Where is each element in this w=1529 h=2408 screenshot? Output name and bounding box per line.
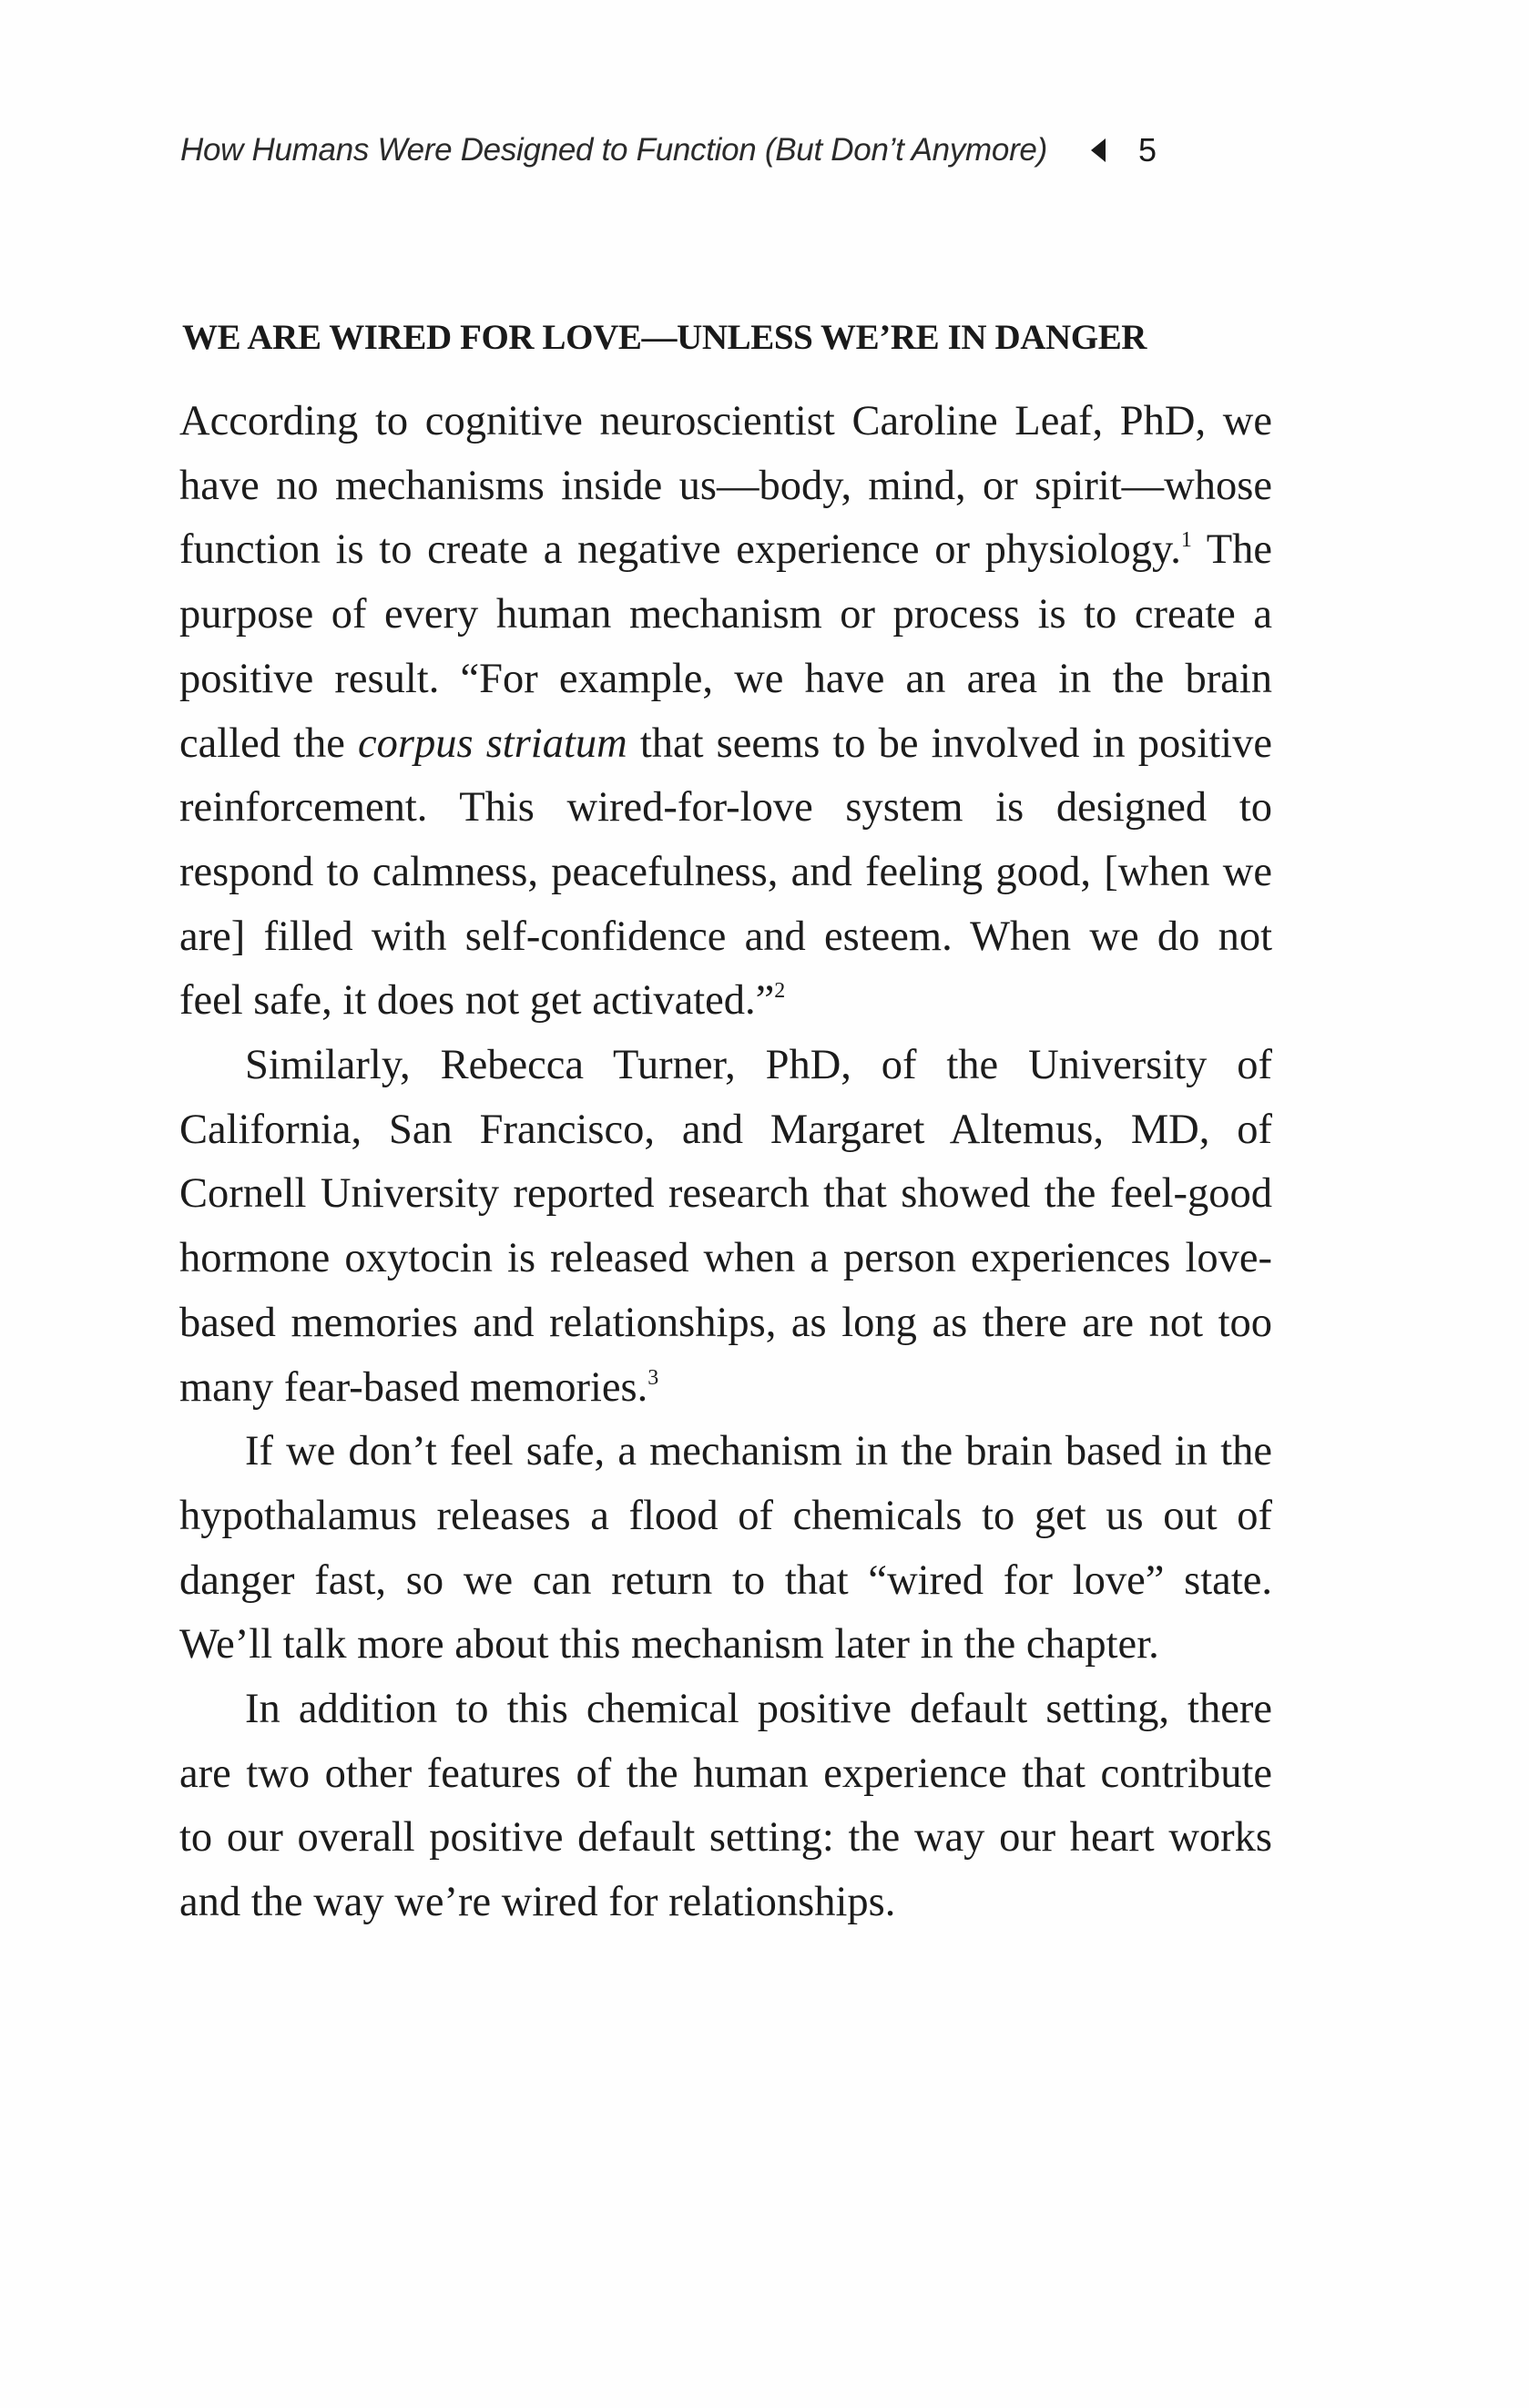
paragraph-text: If we don’t feel safe, a mechanism in the brain based in the hypothalamus releases a flood of chemicals to get us out of danger fast, so we can return to that “wired for love” state. We’ll talk more about this mechanism later in the chapter. <box>179 1428 1272 1668</box>
body-text <box>179 390 1272 1935</box>
running-head <box>180 128 1271 173</box>
italic-term: corpus striatum <box>358 719 627 767</box>
footnote-marker: 3 <box>647 1365 659 1390</box>
paragraph-text: The purpose of every human mechanism or process is to create a positive result. “For example, we have an area in the brain called the <box>179 526 1273 767</box>
paragraph <box>179 1034 1272 1420</box>
left-arrow-icon <box>1091 138 1106 162</box>
paragraph-text: that seems to be involved in positive reinforcement. This wired-for-love system is designed to respond to calmness, peacefulness, and feeling good, [when we are] filled with self-confidence and esteem. When we do not feel safe, it does not get activated.” <box>179 719 1272 1025</box>
section-heading: WE ARE WIRED FOR LOVE—UNLESS WE’RE IN DANGER <box>182 318 1147 357</box>
page-number: 5 <box>1137 131 1157 168</box>
paragraph <box>179 1678 1272 1935</box>
paragraph-text: In addition to this chemical positive default setting, there are two other features of the human experience that contribute to our overall positive default setting: the way our heart works and the way we’re wired for relationships. <box>179 1686 1272 1926</box>
paragraph <box>179 1420 1272 1678</box>
paragraph-text: According to cognitive neuroscientist Caroline Leaf, PhD, we have no mechanisms inside us—body, mind, or spirit—whose function is to create a negative experience or physiology. <box>179 398 1272 574</box>
footnote-marker: 1 <box>1180 528 1192 553</box>
paragraph-text: Similarly, Rebecca Turner, PhD, of the University of California, San Francisco, and Margaret Altemus, MD, of Cornell University reported research that showed the feel-good hormone oxytocin is released when a person experiences love-based memories and relationships, as long as there are not too many fear-based memories. <box>179 1042 1272 1411</box>
paragraph <box>179 390 1272 1034</box>
running-head-title: How Humans Were Designed to Function (But Don’t Anymore) <box>180 132 1047 168</box>
footnote-marker: 2 <box>774 979 786 1004</box>
